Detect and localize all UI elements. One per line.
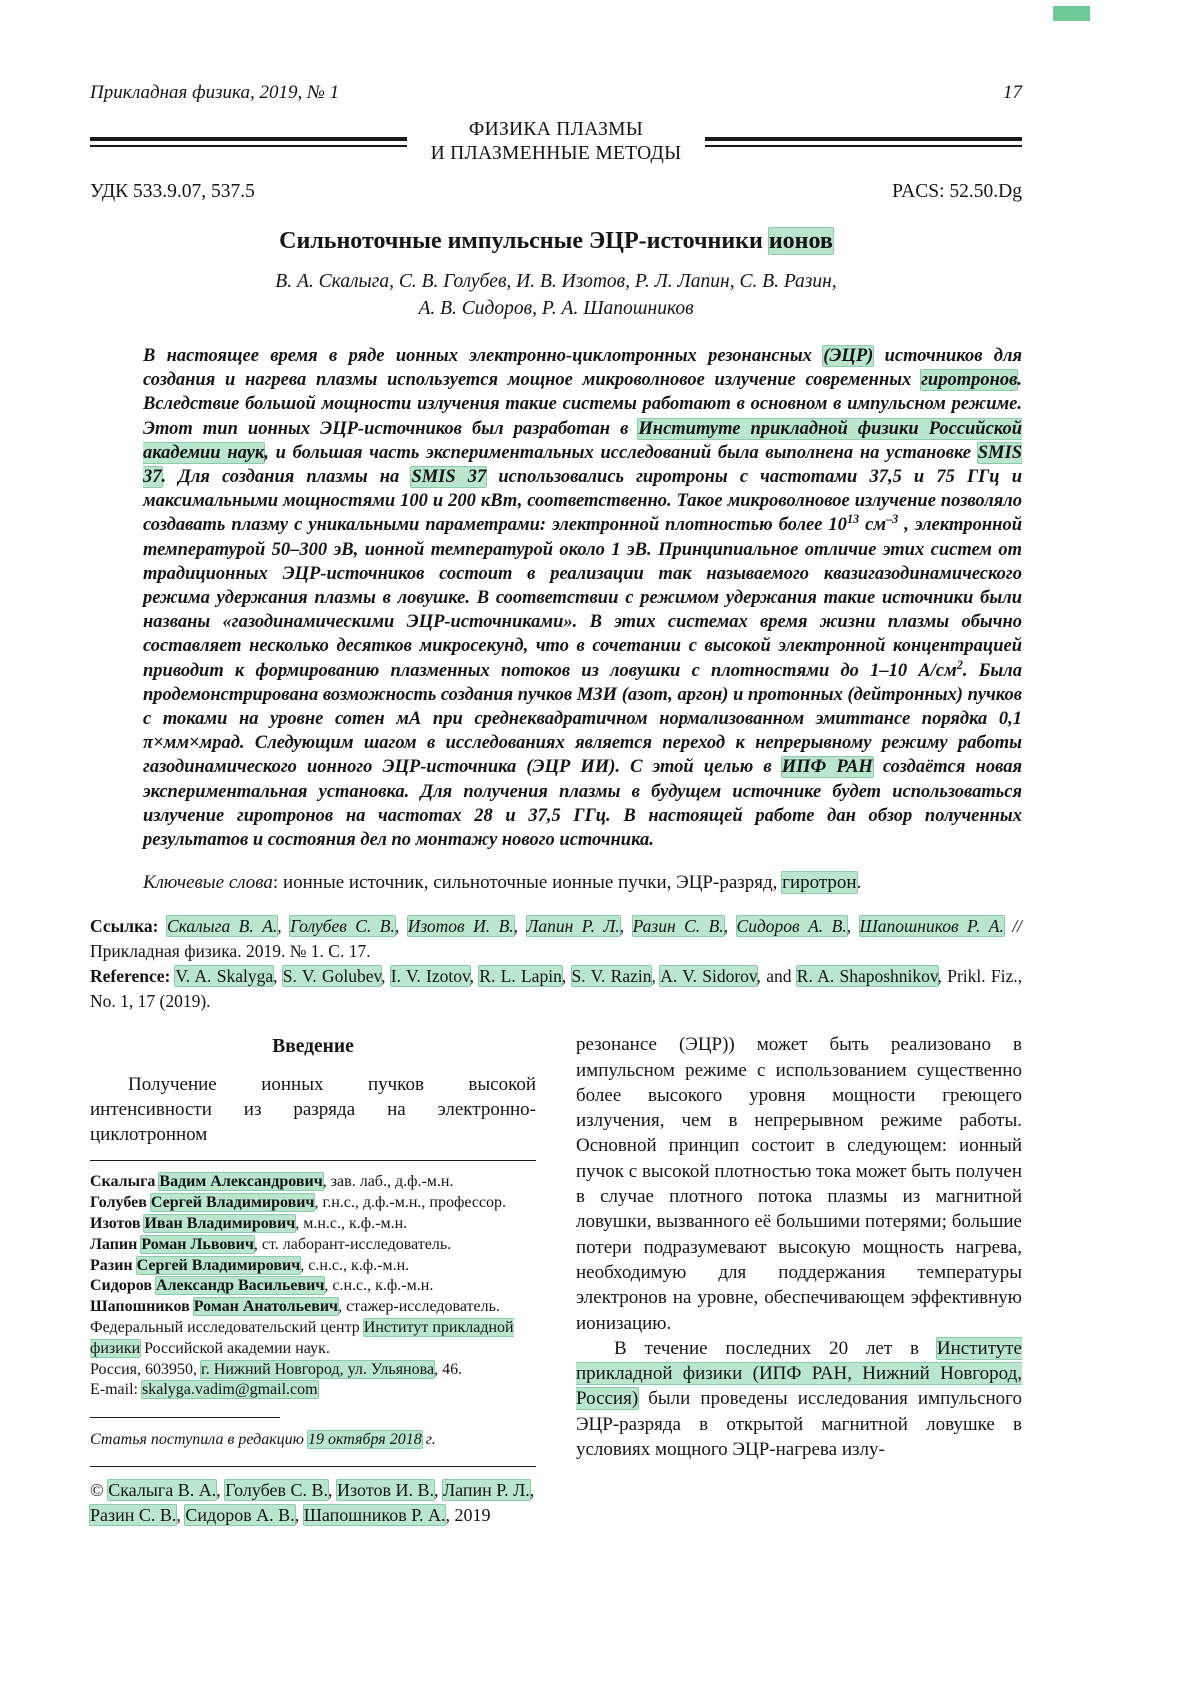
citation-ru: Ссылка: Скалыга В. А., Голубев С. В., Изотов И. В., Лапин Р. Л., Разин С. В., Сидоров А. В., Шапошников Р. А. // Прикладная физика. 2019. № 1. С. 17.	[90, 916, 1023, 962]
authors-line2: А. В. Сидоров, Р. А. Шапошников	[418, 298, 694, 319]
pacs-code: PACS: 52.50.Dg	[892, 181, 1022, 202]
copyright-note: © Скалыга В. А., Голубев С. В., Изотов И. В., Лапин Р. Л., Разин С. В., Сидоров А. В., Шапошников Р. А., 2019	[90, 1479, 535, 1525]
affiliation-line: Федеральный исследовательский центр Институт прикладной физики Российской академии наук.	[90, 1319, 514, 1357]
page-sheet	[90, 82, 1022, 1528]
section-banner	[90, 118, 1022, 166]
bio-line: Скалыга Вадим Александрович, зав. лаб., д.ф.-м.н.	[90, 1173, 454, 1191]
author-bios	[90, 1172, 536, 1401]
codes-row	[90, 181, 1022, 203]
page-number: 17	[1003, 82, 1022, 103]
right-column	[576, 1032, 1022, 1527]
footnote-divider	[90, 1160, 536, 1161]
email-line: E-mail: skalyga.vadim@gmail.com	[90, 1381, 318, 1399]
received-divider	[90, 1417, 280, 1418]
two-column-body	[90, 1032, 1022, 1527]
keywords: Ключевые слова: ионные источник, сильноточные ионные пучки, ЭЦР-разряд, гиротрон.	[143, 872, 862, 894]
section-title	[407, 118, 706, 166]
running-header	[90, 82, 1022, 104]
section-rule-left	[90, 137, 407, 147]
bio-line: Голубев Сергей Владимирович, г.н.с., д.ф.-м.н., профессор.	[90, 1194, 507, 1212]
citation-en: Reference: V. A. Skalyga, S. V. Golubev, I. V. Izotov, R. L. Lapin, S. V. Razin, A. V. Sidorov, and R. A. Shaposhnikov, Prikl. Fiz., No. 1, 17 (2019).	[90, 966, 1023, 1012]
copyright-divider	[90, 1466, 536, 1467]
bio-line: Шапошников Роман Анатольевич, стажер-исследователь.	[90, 1298, 500, 1316]
annotation-box	[1053, 6, 1090, 21]
authors-line1: В. А. Скалыга, С. В. Голубев, И. В. Изотов, Р. Л. Лапин, С. В. Разин,	[275, 271, 837, 292]
abstract: В настоящее время в ряде ионных электронно-циклотронных резонансных (ЭЦР) источников для создания и нагрева плазмы используется мощное микроволновое излучение современных гиротронов. Вследствие большой мощности излучения такие системы работают в основном в импульсном режиме. Этот тип ионных ЭЦР-источников был разработан в Институте прикладной физики Российской академии наук, и большая часть экспериментальных исследований была выполнена на установке SMIS 37. Для создания плазмы на SMIS 37 использовались гиротроны с частотами 37,5 и 75 ГГц и максимальными мощностями 100 и 200 кВт, соответственно. Такое микроволновое излучение позволяло создавать плазму с уникальными параметрами: электронной плотностью более $10^{13}$ $см^{-3}$ , электронной температурой 50–300 эВ, ионной температурой около 1 эВ. Принципиальное отличие этих систем от традиционных ЭЦР-источников состоит в реализации так называемого квазигазодинамического режима удержания плазмы в ловушке. В соответствии с режимом удержания такие источники были названы «газодинамическими ЭЦР-источниками». В этих системах время жизни плазмы обычно составляет несколько десятков микросекунд, что в сочетании с высокой электронной концентрацией приводит к формированию плазменных потоков из ловушки с плотностями до 1–10 $А/см^2$. Была продемонстрирована возможность создания пучков МЗИ (азот, аргон) и протонных (дейтронных) пучков с токами на уровне сотен мА при среднеквадратичном нормализованном эмиттансе порядка 0,1 π×мм×мрад. Следующим шагом в исследованиях является переход к непрерывному режиму работы газодинамического ионного ЭЦР-источника (ЭЦР ИИ). С этой целью в ИПФ РАН создаётся новая экспериментальная установка. Для получения плазмы в будущем источнике будет использоваться излучение гиротронов на частотах 28 и 37,5 ГГц. В настоящей работе дан обзор полученных результатов и состояния дел по монтажу нового источника.	[143, 346, 1023, 851]
bio-line: Разин Сергей Владимирович, с.н.с., к.ф.-м.н.	[90, 1256, 410, 1274]
body-paragraph-1: резонансе (ЭЦР)) может быть реализовано в импульсном режиме с использованием существенно более высокого уровня мощности греющего излучения, чем в непрерывном режиме работы. Основной принцип состоит в следующем: ионный пучок с высокой плотностью тока может быть получен в случае плотного потока плазмы из магнитной ловушки, вызванного её большими потерями; большие потери подразумевают высокую мощность нагрева, необходимую для поддержания температуры электронов на уровне, обеспечивающем эффективную ионизацию.	[576, 1034, 1022, 1334]
section-title-line1: ФИЗИКА ПЛАЗМЫ	[468, 119, 644, 140]
authors	[90, 268, 1022, 322]
address-line: Россия, 603950, г. Нижний Новгород, ул. Ульянова, 46.	[90, 1360, 463, 1378]
section-rule-right	[705, 137, 1022, 147]
bio-line: Лапин Роман Львович, ст. лаборант-исследователь.	[90, 1235, 452, 1253]
left-column	[90, 1032, 536, 1527]
bio-line: Изотов Иван Владимирович, м.н.с., к.ф.-м.н.	[90, 1215, 408, 1233]
bio-line: Сидоров Александр Васильевич, с.н.с., к.ф.-м.н.	[90, 1277, 434, 1295]
introduction-heading: Введение	[272, 1036, 354, 1058]
intro-paragraph: Получение ионных пучков высокой интенсивности из разряда на электронно-циклотронном	[90, 1073, 536, 1146]
journal-title: Прикладная физика, 2019, № 1	[90, 82, 340, 103]
received-note: Статья поступила в редакцию 19 октября 2018 г.	[90, 1431, 436, 1449]
article-title: Сильноточные импульсные ЭЦР-источники ионов	[279, 228, 833, 254]
citation-block	[90, 914, 1022, 1014]
udc-code: УДК 533.9.07, 537.5	[90, 181, 255, 202]
body-paragraph-2: В течение последних 20 лет в Институте прикладной физики (ИПФ РАН, Нижний Новгород, Россия) были проведены исследования импульсного ЭЦР-разряда в открытой магнитной ловушке в условиях мощного ЭЦР-нагрева излу-	[576, 1337, 1022, 1461]
section-title-line2: И ПЛАЗМЕННЫЕ МЕТОДЫ	[430, 143, 682, 164]
